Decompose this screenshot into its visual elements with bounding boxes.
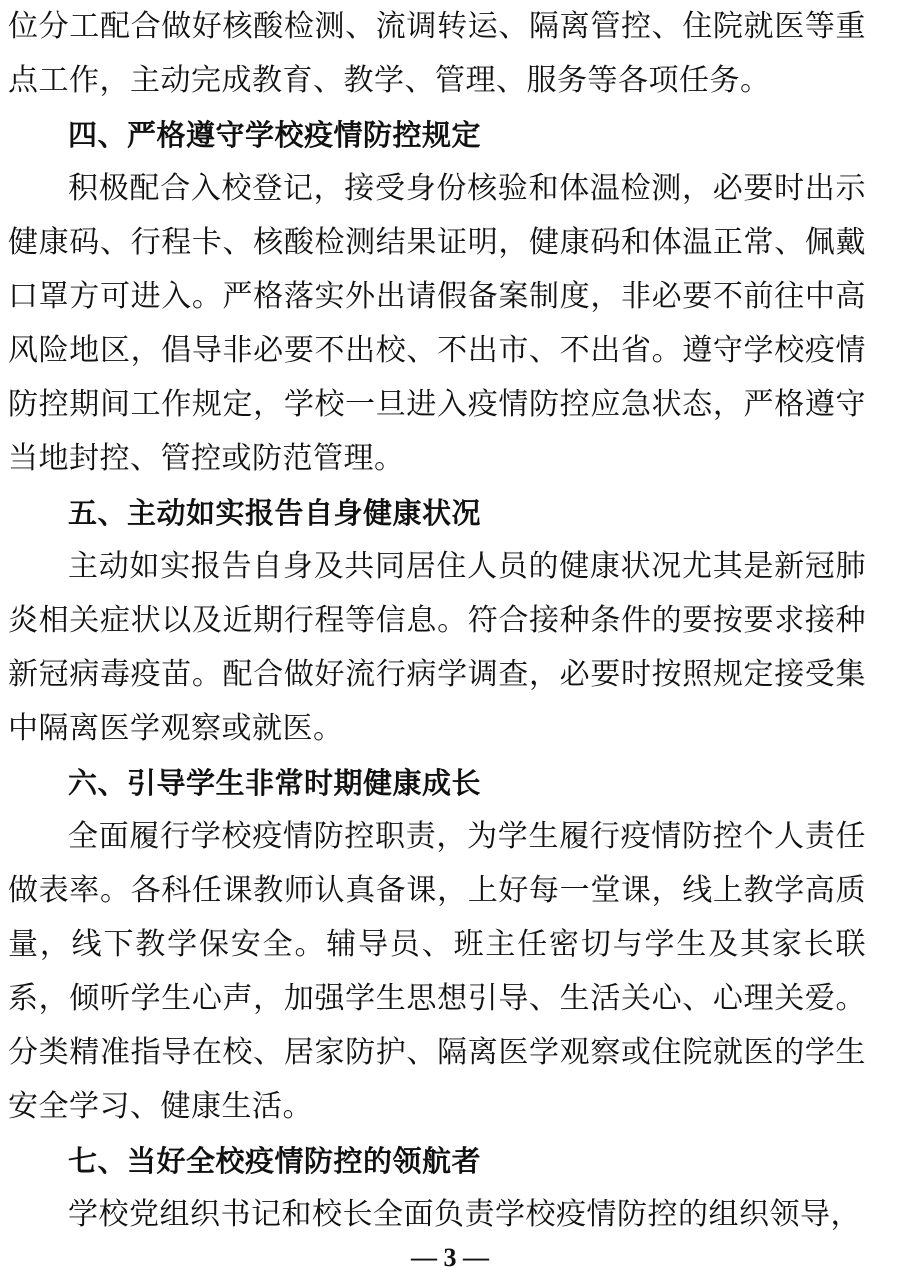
document-body: [8, 0, 866, 1242]
section-heading-4: 四、严格遵守学校疫情防控规定: [68, 118, 482, 152]
paragraph-section-5: 主动如实报告自身及共同居住人员的健康状况尤其是新冠肺炎相关症状以及近期行程等信息。符合接种条件的要按要求接种新冠病毒疫苗。配合做好流行病学调查，必要时按照规定接受集中隔离医学观察或就医。: [8, 549, 866, 746]
paragraph-section-7: 学校党组织书记和校长全面负责学校疫情防控的组织领导，: [68, 1197, 861, 1232]
page-number: — 3 —: [411, 1243, 489, 1272]
paragraph-section-4: 积极配合入校登记，接受身份核验和体温检测，必要时出示健康码、行程卡、核酸检测结果证明，健康码和体温正常、佩戴口罩方可进入。严格落实外出请假备案制度，非必要不前往中高风险地区，倡导非必要不出校、不出市、不出省。遵守学校疫情防控期间工作规定，学校一旦进入疫情防控应急状态，严格遵守当地封控、管控或防范管理。: [8, 171, 866, 476]
paragraph-continuation: 位分工配合做好核酸检测、流调转运、隔离管控、住院就医等重点工作，主动完成教育、教学、管理、服务等各项任务。: [8, 9, 866, 98]
section-heading-6: 六、引导学生非常时期健康成长: [68, 766, 482, 800]
section-heading-7: 七、当好全校疫情防控的领航者: [68, 1144, 482, 1178]
section-heading-5: 五、主动如实报告自身健康状况: [68, 496, 482, 530]
paragraph-section-6: 全面履行学校疫情防控职责，为学生履行疫情防控个人责任做表率。各科任课教师认真备课，上好每一堂课，线上教学高质量，线下教学保安全。辅导员、班主任密切与学生及其家长联系，倾听学生心声，加强学生思想引导、生活关心、心理关爱。分类精准指导在校、居家防护、隔离医学观察或住院就医的学生安全学习、健康生活。: [8, 819, 866, 1124]
